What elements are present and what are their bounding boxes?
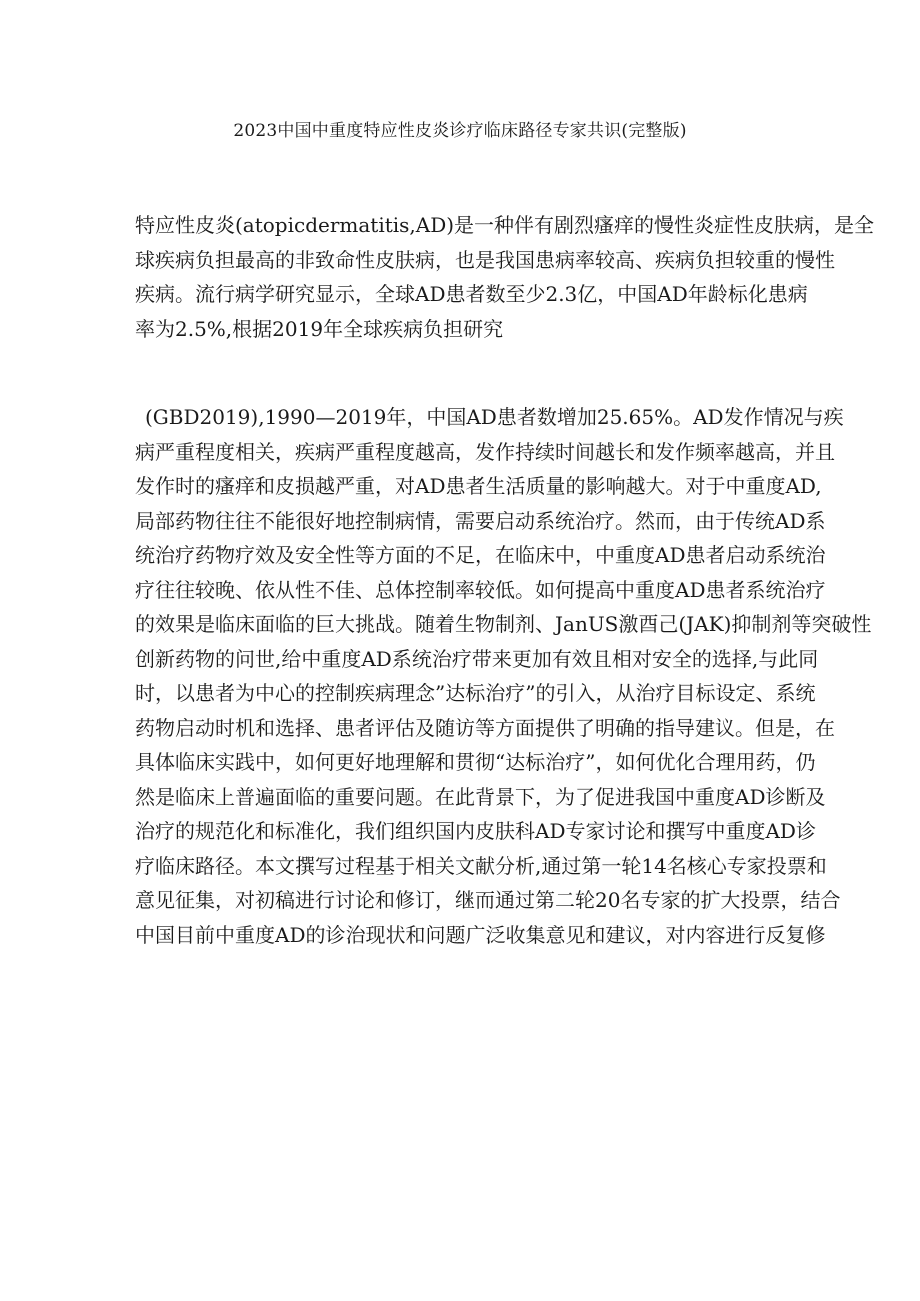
- text-line: 局部药物往往不能很好地控制病情，需要启动系统治疗。然而，由于传统AD系: [135, 508, 826, 533]
- text-line: 病严重程度相关，疾病严重程度越高，发作持续时间越长和发作频率越高，并且: [135, 439, 835, 464]
- text-line: 时，以患者为中心的控制疾病理念”达标治疗”的引入，从治疗目标设定、系统: [135, 681, 816, 705]
- document-title: 2023中国中重度特应性皮炎诊疗临床路径专家共识(完整版): [233, 121, 687, 141]
- text-line: 特应性皮炎(atopicdermatitis,AD)是一种伴有剧烈瘙痒的慢性炎症性皮肤病，是全: [135, 213, 875, 237]
- text-line: 药物启动时机和选择、患者评估及随访等方面提供了明确的指导建议。但是，在: [135, 715, 835, 740]
- text-line: 创新药物的问世,给中重度AD系统治疗带来更加有效且相对安全的选择,与此同: [135, 646, 819, 671]
- text-line: 治疗的规范化和标准化，我们组织国内皮肤科AD专家讨论和撰写中重度AD诊: [135, 819, 816, 843]
- paragraph-2: [135, 400, 872, 952]
- text-line: 中国目前中重度AD的诊治现状和问题广泛收集意见和建议，对内容进行反复修: [135, 922, 826, 947]
- text-line: 球疾病负担最高的非致命性皮肤病，也是我国患病率较高、疾病负担较重的慢性: [135, 247, 835, 272]
- text-line: 统治疗药物疗效及安全性等方面的不足，在临床中，中重度AD患者启动系统治: [135, 543, 826, 567]
- text-line: 然是临床上普遍面临的重要问题。在此背景下，为了促进我国中重度AD诊断及: [135, 784, 826, 809]
- text-line: 疗往往较晚、依从性不佳、总体控制率较低。如何提高中重度AD患者系统治疗: [135, 577, 826, 602]
- text-line: 疗临床路径。本文撰写过程基于相关文献分析,通过第一轮14名核心专家投票和: [135, 853, 827, 878]
- text-line: (GBD2019),1990—2019年，中国AD患者数增加25.65%。AD发作情况与疾: [145, 405, 844, 429]
- text-line: 疾病。流行病学研究显示，全球AD患者数至少2.3亿，中国AD年龄标化患病: [135, 282, 808, 306]
- paragraph-1: [135, 208, 875, 346]
- text-line: 率为2.5%,根据2019年全球疾病负担研究: [135, 316, 504, 341]
- text-line: 的效果是临床面临的巨大挑战。随着生物制剂、JanUS激酉己(JAK)抑制剂等突破性: [135, 612, 872, 636]
- text-line: 发作时的瘙痒和皮损越严重，对AD患者生活质量的影响越大。对于中重度AD,: [135, 474, 822, 498]
- text-line: 具体临床实践中，如何更好地理解和贯彻“达标治疗”，如何优化合理用药，仍: [135, 750, 816, 774]
- text-line: 意见征集，对初稿进行讨论和修订，继而通过第二轮20名专家的扩大投票，结合: [135, 888, 841, 912]
